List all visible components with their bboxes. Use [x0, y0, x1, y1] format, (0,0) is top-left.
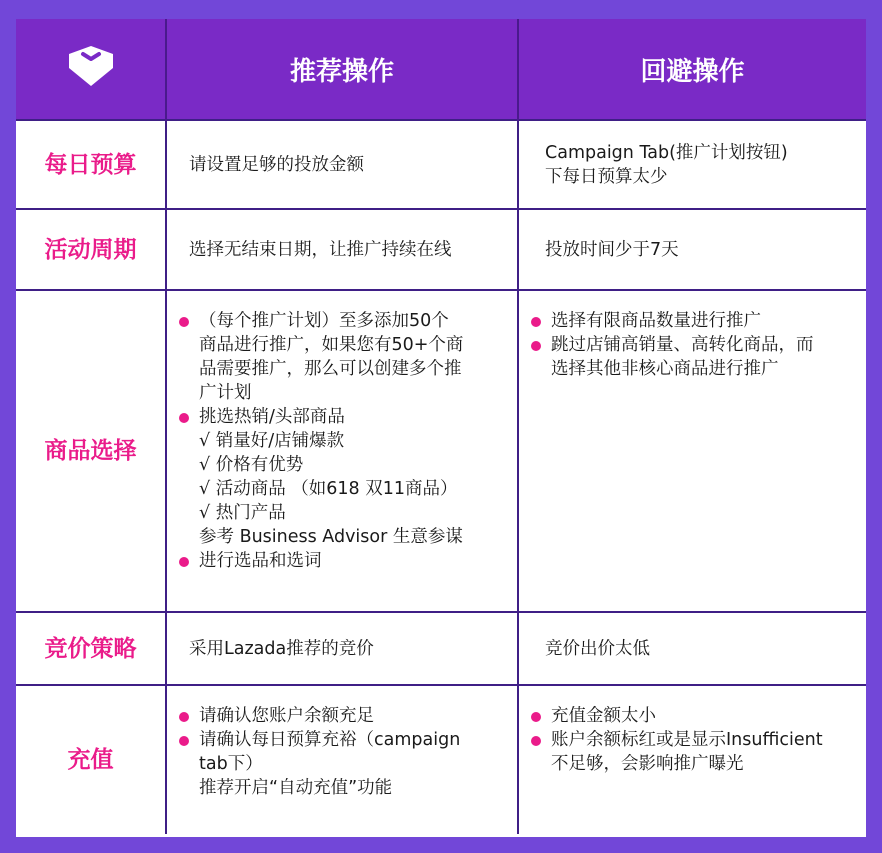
text-line: 下每日预算太少 — [545, 166, 668, 187]
bullet-icon — [531, 341, 541, 351]
header-row — [16, 19, 866, 120]
bullet-icon — [179, 712, 189, 722]
bullet-icon — [179, 317, 189, 327]
header-avoid: 回避操作 — [518, 19, 866, 120]
list-item — [179, 309, 503, 405]
avoid-cell: 竞价出价太低 — [518, 612, 866, 685]
avoid-cell — [518, 685, 866, 834]
check-item: √ 价格有优势 — [199, 455, 304, 475]
text-line: 充值金额太小 — [551, 706, 656, 726]
lazada-heart-icon — [66, 44, 116, 88]
avoid-cell — [518, 290, 866, 612]
avoid-cell — [518, 120, 866, 209]
recommended-cell: 选择无结束日期，让推广持续在线 — [166, 209, 518, 290]
bullet-icon — [179, 557, 189, 567]
bullet-icon — [531, 736, 541, 746]
table-row-bidding-strategy — [16, 612, 866, 685]
reference-line: 参考 Business Advisor 生意参谋 — [199, 527, 463, 547]
bullet-icon — [531, 317, 541, 327]
text-line: （每个推广计划）至多添加50个 — [199, 311, 449, 331]
text-line: 挑选热销/头部商品 — [199, 407, 345, 427]
list-item — [179, 704, 503, 728]
text-line: tab下） — [199, 754, 263, 774]
bullet-icon — [179, 736, 189, 746]
recommended-cell: 采用Lazada推荐的竞价 — [166, 612, 518, 685]
list-item — [179, 549, 503, 573]
list-item — [531, 333, 860, 381]
list-item — [179, 728, 503, 776]
check-item: √ 销量好/店铺爆款 — [199, 431, 345, 451]
recommended-cell — [166, 290, 518, 612]
row-label: 每日预算 — [16, 120, 166, 209]
text-line: 账户余额标红或是显示Insufficient — [551, 730, 823, 750]
table-row-daily-budget — [16, 120, 866, 209]
header-logo-cell — [16, 19, 166, 120]
table-row-product-selection — [16, 290, 866, 612]
recommended-cell: 请设置足够的投放金额 — [166, 120, 518, 209]
list-item — [531, 704, 860, 728]
table-row-campaign-period — [16, 209, 866, 290]
text-line: 广计划 — [199, 383, 252, 403]
text-line: 品需要推广，那么可以创建多个推 — [199, 359, 462, 379]
table-row-top-up — [16, 685, 866, 834]
text-line: 不足够，会影响推广曝光 — [551, 754, 744, 774]
comparison-table-frame — [16, 19, 866, 837]
comparison-table — [16, 19, 866, 834]
text-line: 选择其他非核心商品进行推广 — [551, 359, 779, 379]
text-line: 请确认每日预算充裕（campaign — [199, 730, 461, 750]
bullet-icon — [531, 712, 541, 722]
text-line: 跳过店铺高销量、高转化商品，而 — [551, 335, 814, 355]
text-line: Campaign Tab(推广计划按钮) — [545, 142, 788, 163]
avoid-cell: 投放时间少于7天 — [518, 209, 866, 290]
list-item — [179, 405, 503, 429]
list-item — [531, 309, 860, 333]
row-label: 商品选择 — [16, 290, 166, 612]
recommended-cell — [166, 685, 518, 834]
header-recommended: 推荐操作 — [166, 19, 518, 120]
text-line: 选择有限商品数量进行推广 — [551, 311, 761, 331]
check-item: √ 热门产品 — [199, 503, 286, 523]
text-line: 进行选品和选词 — [199, 551, 322, 571]
row-label: 活动周期 — [16, 209, 166, 290]
row-label: 充值 — [16, 685, 166, 834]
bullet-icon — [179, 413, 189, 423]
list-item — [531, 728, 860, 776]
text-line: 商品进行推广，如果您有50+个商 — [199, 335, 464, 355]
check-item: √ 活动商品 （如618 双11商品） — [199, 479, 458, 499]
row-label: 竞价策略 — [16, 612, 166, 685]
text-line: 推荐开启“自动充值”功能 — [199, 778, 393, 798]
text-line: 请确认您账户余额充足 — [199, 706, 374, 726]
